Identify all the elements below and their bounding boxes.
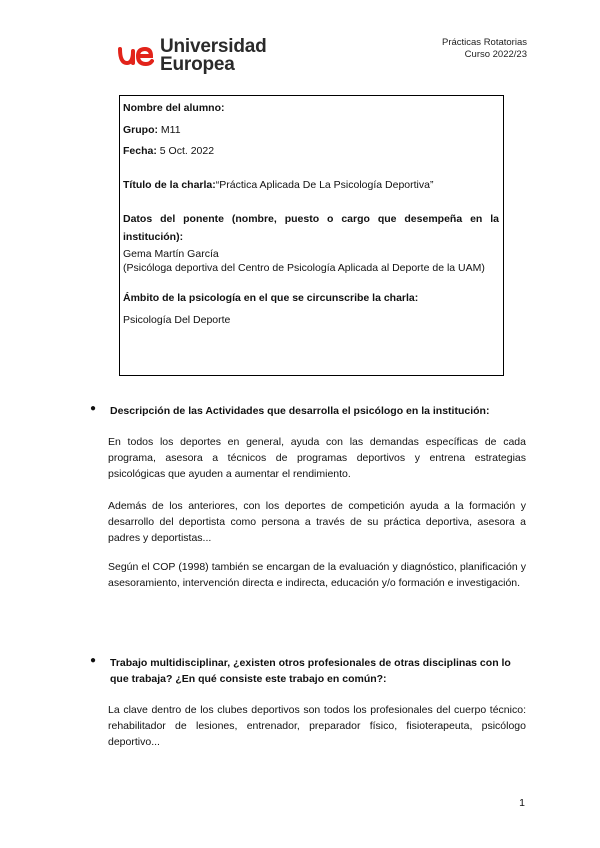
logo-text [160, 38, 267, 74]
date-row [123, 144, 499, 158]
bullet-icon: ● [90, 655, 97, 666]
header-title: Prácticas Rotatorias [441, 37, 527, 48]
group-value: M11 [160, 124, 181, 136]
group-label: Grupo: [123, 124, 158, 136]
bullet-icon: ● [90, 403, 97, 414]
page-number: 1 [519, 797, 525, 809]
logo-line-1: Universidad [160, 36, 267, 57]
paragraph: Según el COP (1998) también se encargan de la evaluación y diagnóstico, planificación y asesoramiento, intervención directa e indirecta, educación y/o formación e investigación. [108, 561, 526, 589]
group-row [123, 123, 499, 137]
logo-line-2: Europea [160, 54, 235, 75]
section-title: Descripción de las Actividades que desarrolla el psicólogo en la institución: [110, 405, 490, 417]
student-info-box [119, 95, 504, 376]
university-logo [118, 36, 267, 76]
scope-label: Ámbito de la psicología en el que se circunscribe la charla: [123, 292, 419, 304]
talk-title-label: Título de la charla: [123, 179, 216, 191]
scope-value: Psicología Del Deporte [123, 314, 231, 326]
header-course-info [442, 37, 527, 61]
header-course: Curso 2022/23 [464, 49, 527, 60]
date-label: Fecha: [123, 145, 157, 157]
talk-title-row [123, 178, 499, 192]
section-multidisciplinary-heading [88, 655, 528, 687]
speaker-role: (Psicóloga deportiva del Centro de Psicología Aplicada al Deporte de la UAM) [123, 261, 485, 274]
section-title: Trabajo multidisciplinar, ¿existen otros profesionales de otras disciplinas con lo que trabaja? ¿En qué consiste este trabajo en común?: [110, 657, 511, 685]
paragraph: Además de los anteriores, con los deportes de competición ayuda a la formación y desarrollo del deportista como persona a través de su práctica deportiva, asesora a padres y deportistas... [108, 500, 526, 544]
speaker-label: Datos del ponente (nombre, puesto o cargo que desempeña en la institución): [123, 213, 499, 243]
paragraph: La clave dentro de los clubes deportivos son todos los profesionales del cuerpo técnico: rehabilitador de lesiones, entrenador, preparador físico, fisioterapeuta, psicólogo deportivo... [108, 704, 526, 748]
date-value: 5 Oct. 2022 [159, 145, 215, 157]
section-activities-heading [88, 403, 528, 419]
student-name-label: Nombre del alumno: [123, 102, 225, 114]
talk-title-value: “Práctica Aplicada De La Psicología Deportiva” [215, 179, 434, 191]
speaker-name: Gema Martín García [123, 248, 219, 260]
ue-logo-icon [118, 41, 154, 71]
paragraph: En todos los deportes en general, ayuda con las demandas específicas de cada programa, asesora a técnicos de programas deportivos y entrena estrategias psicológicas que ayuden a aumentar el rendimiento. [108, 436, 526, 480]
